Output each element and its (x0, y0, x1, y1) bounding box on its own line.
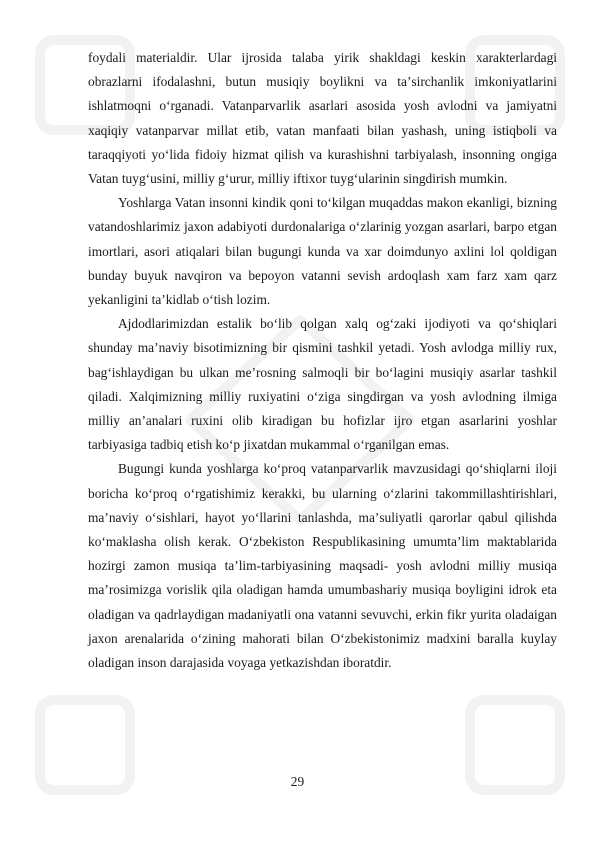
paragraph-3: Ajdodlarimizdan estalik boʻlib qolgan xalq ogʻzaki ijodiyoti va qoʻshiqlari shunday maʼnaviy bisotimizning bir qismini tashkil yetadi. Yosh avlodga milliy rux, bagʻishlaydigan bu ulkan meʼrosning salmoqli bir boʻlagini musiqiy asarlar tashkil qiladi. Xalqimizning milliy ruxiyatini oʻziga singdirgan va yosh avlodning ilmiga milliy anʼanalari ruxini olib kiradigan bu hofizlar ijro etgan asarlarini yoshlar tarbiyasiga tadbiq etish koʻp jixatdan mukammal oʻrganilgan emas. (88, 316, 557, 453)
page-number: 29 (290, 774, 305, 789)
paragraph-4: Bugungi kunda yoshlarga koʻproq vatanparvarlik mavzusidagi qoʻshiqlarni iloji boricha koʻproq oʻrgatishimiz kerakki, bu ularning oʻzlarini takommillashtirishlari, maʼnaviy oʻsishlari, hayot yoʻllarini tanlashda, maʼsuliyatli qarorlar qabul qilishda koʻmaklasha olish kerak. Oʻzbekiston Respublikasining umumtaʼlim maktablarida hozirgi zamon musiqa taʼlim-tarbiyasining maqsadi- yosh avlodni milliy musiqa maʼrosimizga vorislik qila oladigan hamda umumbashariy musiqa boyligini idrok eta oladigan va qadrlaydigan madaniyatli ona vatanni sevuvchi, erkin fikr yurita oladaigan jaxon arenalarida oʻzining mahorati bilan Oʻzbekistonimiz madxini baralla kuylay oladigan inson darajasida voyaga yetkazishdan iboratdir. (88, 461, 557, 671)
paragraph-1: foydali materialdir. Ular ijrosida talaba yirik shakldagi keskin xarakterlardagi obrazlarni ifodalashni, butun musiqiy boylikni va taʼsirchanlik imkoniyatlarini ishlatmoqni oʻrganadi. Vatanparvarlik asarlari asosida yosh avlodni va jamiyatni xaqiqiy vatanparvar millat etib, vatan manfaati bilan yashash, uning istiqboli va taraqqiyoti yoʻlida fidoiy hizmat qilish va kurashishni tarbiyalash, insonning ongiga Vatan tuygʻusini, milliy gʻurur, milliy iftixor tuygʻularinin singdirish mumkin. (88, 50, 557, 187)
paragraph-2: Yoshlarga Vatan insonni kindik qoni toʻkilgan muqaddas makon ekanligi, bizning vatandoshlarimiz jaxon adabiyoti durdonalariga oʻzlarinig yozgan asarlari, barpo etgan imortlari, asori atiqalari bilan bugungi kunda va xar doimdunyo axlini lol qoldigan bunday buyuk navqiron va bepoyon vatanni sevish ardoqlash xam farz xam qarz yekanligini taʼkidlab oʻtish lozim. (88, 195, 557, 308)
document-page (88, 46, 557, 675)
